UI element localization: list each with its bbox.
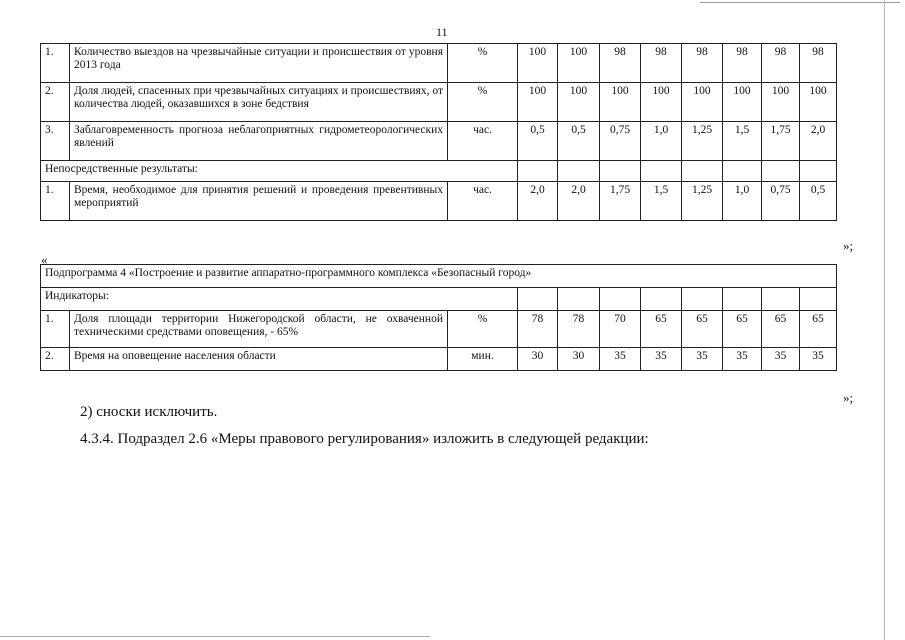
unit-cell: час. <box>448 182 518 221</box>
value-cell: 35 <box>600 348 641 371</box>
row-number: 2. <box>41 348 70 371</box>
empty-cell <box>762 161 800 182</box>
closing-quote-1: »; <box>843 238 854 253</box>
right-scan-edge <box>884 0 885 640</box>
value-cell: 100 <box>558 83 600 122</box>
value-cell: 30 <box>558 348 600 371</box>
value-cell: 1,5 <box>723 122 762 161</box>
indicator-name: Время на оповещение населения области <box>70 348 448 371</box>
value-cell: 0,75 <box>600 122 641 161</box>
empty-cell <box>600 288 641 311</box>
value-cell: 35 <box>800 348 837 371</box>
table-row <box>41 311 837 348</box>
empty-cell <box>723 161 762 182</box>
table-row <box>41 83 837 122</box>
unit-cell: % <box>448 83 518 122</box>
empty-cell <box>800 161 837 182</box>
empty-cell <box>558 288 600 311</box>
indicator-name: Время, необходимое для принятия решений и проведения превентивных мероприятий <box>70 182 448 221</box>
empty-cell <box>600 161 641 182</box>
value-cell: 100 <box>518 83 558 122</box>
value-cell: 65 <box>723 311 762 348</box>
unit-cell: час. <box>448 122 518 161</box>
value-cell: 1,75 <box>600 182 641 221</box>
empty-cell <box>800 288 837 311</box>
value-cell: 1,25 <box>682 182 723 221</box>
empty-cell <box>723 288 762 311</box>
indicators-label: Индикаторы: <box>41 288 518 311</box>
row-number: 1. <box>41 311 70 348</box>
paragraph-section-2-6: 4.3.4. Подраздел 2.6 «Меры правового регулирования» изложить в следующей редакции: <box>80 431 649 447</box>
subprogram-4-table-body <box>41 265 837 371</box>
value-cell: 100 <box>641 83 682 122</box>
value-cell: 78 <box>518 311 558 348</box>
empty-cell <box>518 161 558 182</box>
table-row <box>41 182 837 221</box>
section-row <box>41 161 837 182</box>
value-cell: 35 <box>682 348 723 371</box>
subprogram-4-table <box>40 264 837 371</box>
indicator-name: Доля площади территории Нижегородской области, не охваченной техническими средствами оповещения, - 65% <box>70 311 448 348</box>
value-cell: 98 <box>762 44 800 83</box>
value-cell: 1,0 <box>641 122 682 161</box>
value-cell: 100 <box>723 83 762 122</box>
value-cell: 98 <box>723 44 762 83</box>
value-cell: 98 <box>682 44 723 83</box>
value-cell: 98 <box>600 44 641 83</box>
table-row <box>41 348 837 371</box>
value-cell: 35 <box>762 348 800 371</box>
value-cell: 1,0 <box>723 182 762 221</box>
row-number: 3. <box>41 122 70 161</box>
value-cell: 1,5 <box>641 182 682 221</box>
value-cell: 0,5 <box>518 122 558 161</box>
value-cell: 78 <box>558 311 600 348</box>
section-row <box>41 265 837 288</box>
subprogram-title: Подпрограмма 4 «Построение и развитие аппаратно-программного комплекса «Безопасный город» <box>41 265 837 288</box>
empty-cell <box>762 288 800 311</box>
value-cell: 0,5 <box>800 182 837 221</box>
bottom-scan-line <box>0 636 430 637</box>
value-cell: 100 <box>558 44 600 83</box>
unit-cell: % <box>448 311 518 348</box>
value-cell: 2,0 <box>800 122 837 161</box>
indicator-name: Заблаговременность прогноза неблагоприятных гидрометеорологических явлений <box>70 122 448 161</box>
table-row <box>41 44 837 83</box>
value-cell: 0,75 <box>762 182 800 221</box>
empty-cell <box>558 161 600 182</box>
value-cell: 0,5 <box>558 122 600 161</box>
indicator-name: Доля людей, спасенных при чрезвычайных ситуациях и происшествиях, от количества людей, оказавшихся в зоне бедствия <box>70 83 448 122</box>
empty-cell <box>641 161 682 182</box>
value-cell: 35 <box>723 348 762 371</box>
paragraph-footnotes-removed: 2) сноски исключить. <box>80 404 218 420</box>
value-cell: 70 <box>600 311 641 348</box>
value-cell: 2,0 <box>518 182 558 221</box>
section-results-label: Непосредственные результаты: <box>41 161 518 182</box>
closing-quote-2: »; <box>843 390 854 405</box>
value-cell: 100 <box>762 83 800 122</box>
page-number: 11 <box>436 25 448 39</box>
row-number: 1. <box>41 182 70 221</box>
section-row <box>41 288 837 311</box>
unit-cell: мин. <box>448 348 518 371</box>
empty-cell <box>682 288 723 311</box>
value-cell: 65 <box>800 311 837 348</box>
opening-quote: « <box>41 252 48 267</box>
table-row <box>41 122 837 161</box>
value-cell: 1,25 <box>682 122 723 161</box>
value-cell: 100 <box>800 83 837 122</box>
row-number: 2. <box>41 83 70 122</box>
value-cell: 98 <box>641 44 682 83</box>
value-cell: 30 <box>518 348 558 371</box>
value-cell: 65 <box>641 311 682 348</box>
value-cell: 100 <box>600 83 641 122</box>
indicators-table-continued <box>40 43 837 221</box>
value-cell: 65 <box>762 311 800 348</box>
value-cell: 98 <box>800 44 837 83</box>
empty-cell <box>518 288 558 311</box>
indicator-name: Количество выездов на чрезвычайные ситуации и происшествия от уровня 2013 года <box>70 44 448 83</box>
value-cell: 100 <box>682 83 723 122</box>
unit-cell: % <box>448 44 518 83</box>
top-right-scan-line <box>700 2 900 3</box>
value-cell: 100 <box>518 44 558 83</box>
empty-cell <box>682 161 723 182</box>
value-cell: 35 <box>641 348 682 371</box>
empty-cell <box>641 288 682 311</box>
indicators-table-body <box>41 44 837 221</box>
row-number: 1. <box>41 44 70 83</box>
value-cell: 2,0 <box>558 182 600 221</box>
value-cell: 65 <box>682 311 723 348</box>
value-cell: 1,75 <box>762 122 800 161</box>
